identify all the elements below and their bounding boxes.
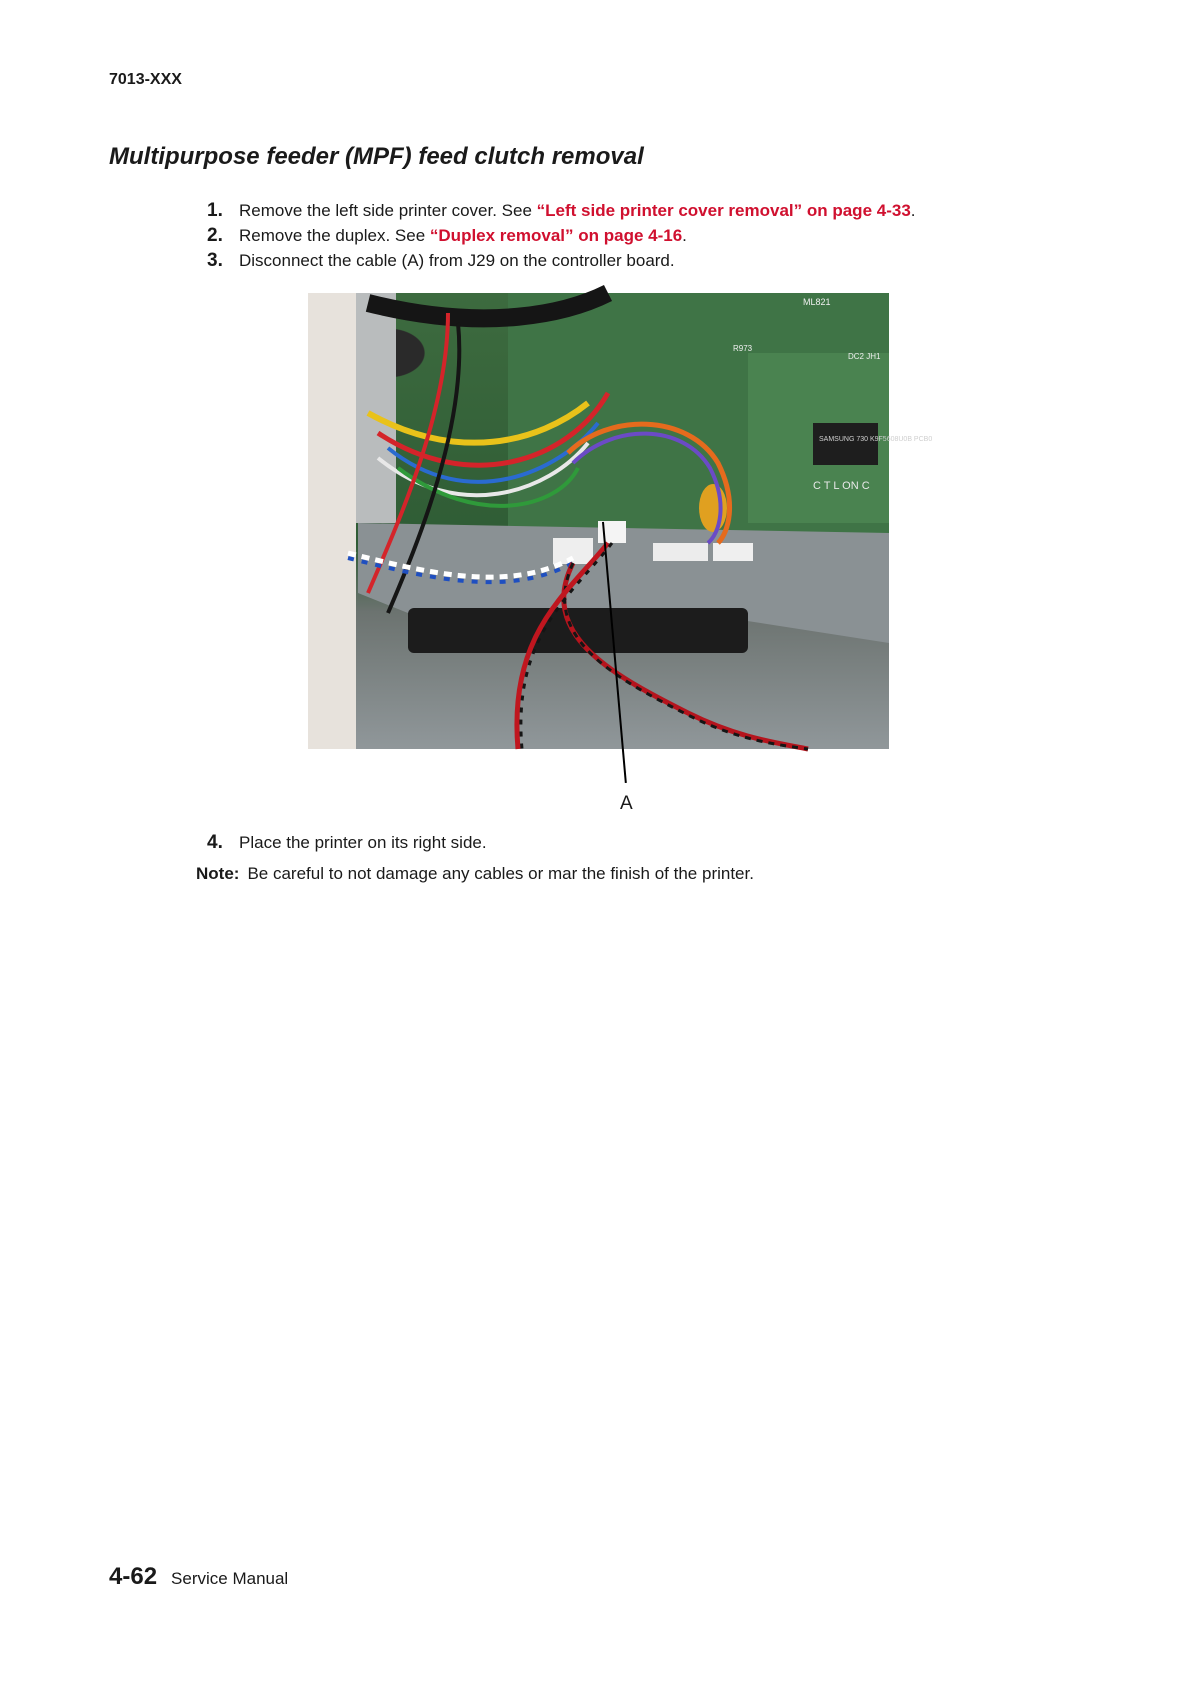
- step-1: [207, 198, 916, 223]
- step-text: Remove the duplex. See: [239, 226, 430, 245]
- board-label: C T L ON C: [813, 480, 870, 492]
- step-number: 4.: [207, 832, 223, 853]
- connector: [713, 543, 753, 561]
- connector: [653, 543, 708, 561]
- board-label: ML821: [803, 297, 831, 307]
- photo-frame: [356, 293, 396, 523]
- photo-frame: [308, 293, 356, 749]
- step-punct: .: [910, 201, 916, 220]
- step-number: 3.: [207, 250, 223, 271]
- callout-label-a: A: [620, 793, 633, 814]
- link-duplex-removal[interactable]: “Duplex removal” on page 4-16: [429, 226, 683, 245]
- document-code: 7013-XXX: [109, 71, 182, 88]
- step-4: [207, 830, 487, 855]
- board-label: R973: [733, 344, 753, 353]
- photo-illustration: [308, 293, 933, 749]
- memory-chip: [813, 423, 878, 465]
- step-text: Disconnect the cable (A) from J29 on the controller board.: [239, 251, 675, 270]
- note: [196, 864, 754, 884]
- manual-title: Service Manual: [171, 1569, 289, 1588]
- chip-label: SAMSUNG 730 K9F5608U0B PCB0: [819, 436, 933, 443]
- controller-board-photo: [308, 293, 933, 749]
- step-number: 1.: [207, 200, 223, 221]
- link-left-side-cover-removal[interactable]: “Left side printer cover removal” on page 4-33: [536, 201, 911, 220]
- page-number: 4-62: [109, 1563, 158, 1590]
- note-label: Note:: [196, 864, 240, 883]
- step-text: Remove the left side printer cover. See: [239, 201, 537, 220]
- page-title: Multipurpose feeder (MPF) feed clutch removal: [109, 143, 644, 170]
- board-label: DC2 JH1: [848, 352, 881, 361]
- step-number: 2.: [207, 225, 223, 246]
- capacitor: [699, 484, 727, 532]
- step-3: [207, 248, 916, 273]
- page-footer: [109, 1563, 288, 1591]
- note-text: Be careful to not damage any cables or mar the finish of the printer.: [247, 864, 754, 883]
- steps-list: [207, 198, 916, 273]
- step-text: Place the printer on its right side.: [239, 833, 487, 852]
- black-bracket: [408, 608, 748, 653]
- step-2: [207, 223, 916, 248]
- step-punct: .: [682, 226, 687, 245]
